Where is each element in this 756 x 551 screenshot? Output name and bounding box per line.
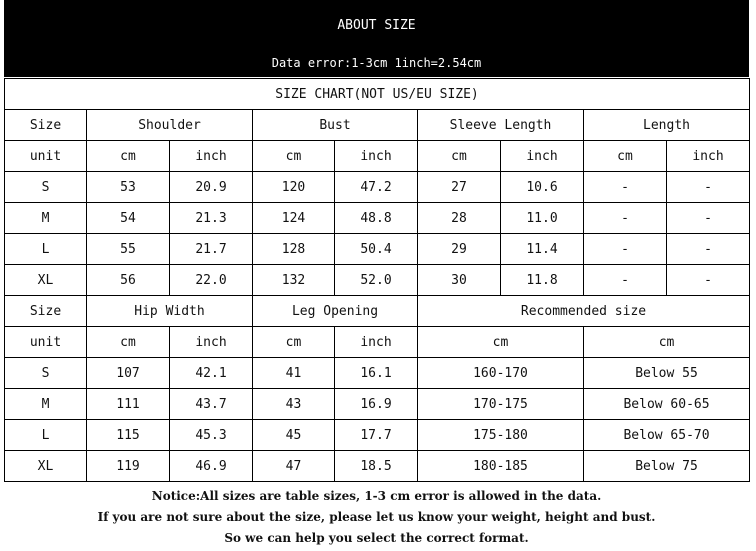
value-cell: 28 [418,203,501,234]
unit-cell: inch [335,327,418,358]
table-row [5,358,750,389]
size-chart-table [4,78,750,482]
size-cell: M [5,203,87,234]
value-cell: Below 60-65 [584,389,750,420]
chart-title-row [5,79,750,110]
value-cell: 16.9 [335,389,418,420]
value-cell: 170-175 [418,389,584,420]
unit-cell: cm [418,141,501,172]
value-cell: - [667,203,750,234]
value-cell: 128 [253,234,335,265]
table1-header-row [5,110,750,141]
value-cell: 41 [253,358,335,389]
unit-cell: cm [253,141,335,172]
table-row [5,203,750,234]
unit-cell: cm [87,327,170,358]
value-cell: - [584,234,667,265]
table-row [5,451,750,482]
value-cell: 52.0 [335,265,418,296]
value-cell: 27 [418,172,501,203]
value-cell: 17.7 [335,420,418,451]
value-cell: 180-185 [418,451,584,482]
unit-cell: inch [501,141,584,172]
value-cell: - [584,203,667,234]
size-cell: S [5,172,87,203]
size-cell: XL [5,451,87,482]
header-sleeve-length: Sleeve Length [418,110,584,141]
value-cell: 22.0 [170,265,253,296]
table2-unit-row [5,327,750,358]
value-cell: 132 [253,265,335,296]
unit-cell: unit [5,141,87,172]
value-cell: - [584,172,667,203]
unit-cell: cm [253,327,335,358]
value-cell: 160-170 [418,358,584,389]
notice-line-2: If you are not sure about the size, please let us know your weight, height and bust. [97,510,656,524]
unit-cell: inch [170,327,253,358]
chart-title: SIZE CHART(NOT US/EU SIZE) [5,79,750,110]
value-cell: 45.3 [170,420,253,451]
size-cell: L [5,420,87,451]
value-cell: 45 [253,420,335,451]
value-cell: - [667,172,750,203]
about-size-banner [4,0,749,77]
header-size: Size [5,296,87,327]
value-cell: Below 55 [584,358,750,389]
value-cell: 18.5 [335,451,418,482]
header-bust: Bust [253,110,418,141]
value-cell: 119 [87,451,170,482]
value-cell: 55 [87,234,170,265]
value-cell: 115 [87,420,170,451]
value-cell: 54 [87,203,170,234]
size-cell: S [5,358,87,389]
value-cell: 29 [418,234,501,265]
unit-cell: cm [418,327,584,358]
value-cell: 11.8 [501,265,584,296]
value-cell: - [667,265,750,296]
table-row [5,265,750,296]
header-leg-opening: Leg Opening [253,296,418,327]
header-size: Size [5,110,87,141]
value-cell: 47 [253,451,335,482]
unit-cell: inch [667,141,750,172]
notice-line-3: So we can help you select the correct format. [224,531,529,545]
unit-cell: cm [584,327,750,358]
value-cell: 120 [253,172,335,203]
value-cell: 50.4 [335,234,418,265]
header-hip-width: Hip Width [87,296,253,327]
header-shoulder: Shoulder [87,110,253,141]
value-cell: Below 65-70 [584,420,750,451]
size-cell: XL [5,265,87,296]
size-cell: L [5,234,87,265]
header-recommended-size: Recommended size [418,296,750,327]
table-row [5,389,750,420]
unit-cell: cm [87,141,170,172]
value-cell: 20.9 [170,172,253,203]
banner-title: ABOUT SIZE [337,18,416,33]
value-cell: 16.1 [335,358,418,389]
value-cell: 11.4 [501,234,584,265]
unit-cell: unit [5,327,87,358]
value-cell: 48.8 [335,203,418,234]
value-cell: 42.1 [170,358,253,389]
value-cell: - [584,265,667,296]
value-cell: 56 [87,265,170,296]
value-cell: 47.2 [335,172,418,203]
value-cell: 111 [87,389,170,420]
table1-unit-row [5,141,750,172]
banner-subtitle: Data error:1-3cm 1inch=2.54cm [271,56,482,70]
unit-cell: inch [335,141,418,172]
value-cell: 53 [87,172,170,203]
table-row [5,234,750,265]
value-cell: 124 [253,203,335,234]
value-cell: 46.9 [170,451,253,482]
value-cell: 175-180 [418,420,584,451]
value-cell: 10.6 [501,172,584,203]
header-length: Length [584,110,750,141]
value-cell: 107 [87,358,170,389]
table2-header-row [5,296,750,327]
size-cell: M [5,389,87,420]
value-cell: 21.7 [170,234,253,265]
value-cell: 11.0 [501,203,584,234]
unit-cell: inch [170,141,253,172]
value-cell: 43.7 [170,389,253,420]
value-cell: 43 [253,389,335,420]
unit-cell: cm [584,141,667,172]
table-row [5,420,750,451]
table-row [5,172,750,203]
notice-line-1: Notice:All sizes are table sizes, 1-3 cm error is allowed in the data. [151,489,602,503]
value-cell: - [667,234,750,265]
value-cell: 21.3 [170,203,253,234]
value-cell: 30 [418,265,501,296]
value-cell: Below 75 [584,451,750,482]
